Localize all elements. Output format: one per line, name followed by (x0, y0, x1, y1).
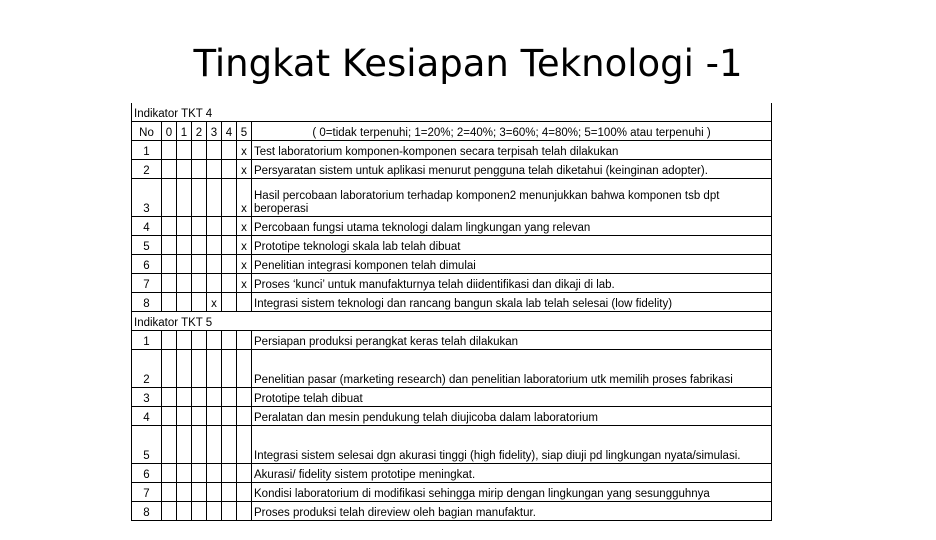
table-row (132, 293, 772, 312)
score-cell (177, 217, 192, 236)
indicator-text: Penelitian integrasi komponen telah dimulai (252, 255, 772, 274)
indicator-text: Peralatan dan mesin pendukung telah diujicoba dalam laboratorium (252, 407, 772, 426)
indicator-text: Test laboratorium komponen-komponen secara terpisah telah dilakukan (252, 141, 772, 160)
score-cell (177, 274, 192, 293)
score-cell (177, 179, 192, 217)
indicator-text: Hasil percobaan laboratorium terhadap komponen2 menunjukkan bahwa komponen tsb dpt beroperasi (252, 179, 772, 217)
row-number: 2 (132, 350, 162, 388)
score-cell (162, 179, 177, 217)
row-number: 7 (132, 483, 162, 502)
score-cell: x (237, 236, 252, 255)
score-cell (192, 255, 207, 274)
score-cell (207, 255, 222, 274)
score-cell: x (237, 274, 252, 293)
score-cell: x (237, 217, 252, 236)
score-cell (162, 350, 177, 388)
score-cell: x (237, 179, 252, 217)
score-cell (222, 293, 237, 312)
table-row (132, 388, 772, 407)
score-cell (162, 217, 177, 236)
score-cell (177, 255, 192, 274)
table-body (132, 103, 772, 521)
indicator-text: Prototipe telah dibuat (252, 388, 772, 407)
table-row (132, 274, 772, 293)
row-number: 1 (132, 331, 162, 350)
score-cell (207, 483, 222, 502)
score-cell (222, 160, 237, 179)
score-cell (162, 502, 177, 521)
header-no: No (132, 122, 162, 141)
score-cell (177, 388, 192, 407)
score-cell (207, 217, 222, 236)
score-cell (192, 160, 207, 179)
score-cell (192, 293, 207, 312)
score-cell (192, 236, 207, 255)
score-cell (192, 350, 207, 388)
score-cell (222, 464, 237, 483)
score-cell (162, 388, 177, 407)
table-row (132, 236, 772, 255)
row-number: 4 (132, 217, 162, 236)
score-cell (222, 274, 237, 293)
score-cell (162, 426, 177, 464)
score-cell (162, 407, 177, 426)
score-cell (192, 217, 207, 236)
score-cell (162, 141, 177, 160)
score-cell (162, 274, 177, 293)
score-cell (237, 331, 252, 350)
score-cell (177, 426, 192, 464)
score-cell (192, 179, 207, 217)
table-row (132, 160, 772, 179)
score-cell (162, 293, 177, 312)
row-number: 1 (132, 141, 162, 160)
section-label-row (132, 103, 772, 122)
row-number: 6 (132, 464, 162, 483)
header-scale: 1 (177, 122, 192, 141)
score-cell (237, 293, 252, 312)
section-label-row (132, 312, 772, 331)
table-row (132, 350, 772, 388)
score-cell (177, 331, 192, 350)
score-cell: x (237, 160, 252, 179)
score-cell (222, 179, 237, 217)
header-row (132, 122, 772, 141)
table-row (132, 179, 772, 217)
score-cell (237, 407, 252, 426)
header-scale: 3 (207, 122, 222, 141)
score-cell (222, 426, 237, 464)
tkt-table (131, 103, 772, 521)
row-number: 8 (132, 502, 162, 521)
score-cell (192, 407, 207, 426)
indicator-text: Integrasi sistem teknologi dan rancang bangun skala lab telah selesai (low fidelity) (252, 293, 772, 312)
score-cell (177, 141, 192, 160)
score-cell (192, 464, 207, 483)
score-cell (207, 464, 222, 483)
score-cell (237, 426, 252, 464)
score-cell (207, 274, 222, 293)
score-cell (162, 331, 177, 350)
score-cell (207, 141, 222, 160)
table-row (132, 502, 772, 521)
score-cell (207, 331, 222, 350)
score-cell (162, 236, 177, 255)
row-number: 2 (132, 160, 162, 179)
indicator-text: Persiapan produksi perangkat keras telah dilakukan (252, 331, 772, 350)
score-cell (207, 426, 222, 464)
score-cell (177, 483, 192, 502)
indicator-text: Penelitian pasar (marketing research) dan penelitian laboratorium utk memilih proses fabrikasi (252, 350, 772, 388)
score-cell (237, 483, 252, 502)
score-cell (222, 407, 237, 426)
row-number: 5 (132, 236, 162, 255)
row-number: 7 (132, 274, 162, 293)
table-row (132, 407, 772, 426)
table-row (132, 483, 772, 502)
score-cell (207, 160, 222, 179)
score-cell (222, 502, 237, 521)
score-cell (192, 274, 207, 293)
score-cell (177, 236, 192, 255)
indicator-text: Proses ‘kunci’ untuk manufakturnya telah diidentifikasi dan dikaji di lab. (252, 274, 772, 293)
header-scale: 2 (192, 122, 207, 141)
indicator-text: Percobaan fungsi utama teknologi dalam lingkungan yang relevan (252, 217, 772, 236)
score-cell (222, 350, 237, 388)
score-cell (207, 179, 222, 217)
score-cell (222, 255, 237, 274)
score-cell (237, 464, 252, 483)
page-title: Tingkat Kesiapan Teknologi -1 (193, 42, 743, 85)
score-cell (207, 388, 222, 407)
indicator-text: Proses produksi telah direview oleh bagian manufaktur. (252, 502, 772, 521)
score-cell (177, 407, 192, 426)
score-cell (177, 350, 192, 388)
score-cell (222, 236, 237, 255)
indicator-text: Persyaratan sistem untuk aplikasi menurut pengguna telah diketahui (keinginan adopter). (252, 160, 772, 179)
score-cell (192, 483, 207, 502)
score-cell (222, 217, 237, 236)
score-cell (177, 160, 192, 179)
table-row (132, 255, 772, 274)
score-cell (207, 502, 222, 521)
row-number: 8 (132, 293, 162, 312)
row-number: 3 (132, 179, 162, 217)
score-cell (192, 141, 207, 160)
table-row (132, 141, 772, 160)
score-cell (237, 502, 252, 521)
table-row (132, 464, 772, 483)
score-cell (162, 255, 177, 274)
row-number: 5 (132, 426, 162, 464)
score-cell (192, 426, 207, 464)
score-cell (222, 331, 237, 350)
score-cell (207, 236, 222, 255)
score-cell: x (237, 141, 252, 160)
score-cell (162, 160, 177, 179)
indicator-text: Akurasi/ fidelity sistem prototipe meningkat. (252, 464, 772, 483)
score-cell (192, 502, 207, 521)
score-cell (222, 388, 237, 407)
row-number: 3 (132, 388, 162, 407)
score-cell (192, 388, 207, 407)
score-cell: x (207, 293, 222, 312)
score-cell (237, 350, 252, 388)
score-cell (222, 141, 237, 160)
score-cell (222, 483, 237, 502)
score-cell (177, 464, 192, 483)
indicator-text: Kondisi laboratorium di modifikasi sehingga mirip dengan lingkungan yang sesungguhnya (252, 483, 772, 502)
table-row (132, 217, 772, 236)
row-number: 6 (132, 255, 162, 274)
score-cell (207, 350, 222, 388)
scale-legend: ( 0=tidak terpenuhi; 1=20%; 2=40%; 3=60%; 4=80%; 5=100% atau terpenuhi ) (252, 122, 772, 141)
table-row (132, 426, 772, 464)
score-cell (207, 407, 222, 426)
score-cell (162, 464, 177, 483)
score-cell (177, 293, 192, 312)
section-label: Indikator TKT 4 (132, 103, 772, 122)
header-scale: 0 (162, 122, 177, 141)
indicator-text: Integrasi sistem selesai dgn akurasi tinggi (high fidelity), siap diuji pd lingkungan nyata/simulasi. (252, 426, 772, 464)
score-cell (192, 331, 207, 350)
row-number: 4 (132, 407, 162, 426)
header-scale: 4 (222, 122, 237, 141)
score-cell: x (237, 255, 252, 274)
section-label: Indikator TKT 5 (132, 312, 772, 331)
header-scale: 5 (237, 122, 252, 141)
indicator-text: Prototipe teknologi skala lab telah dibuat (252, 236, 772, 255)
table-row (132, 331, 772, 350)
score-cell (237, 388, 252, 407)
score-cell (177, 502, 192, 521)
score-cell (162, 483, 177, 502)
